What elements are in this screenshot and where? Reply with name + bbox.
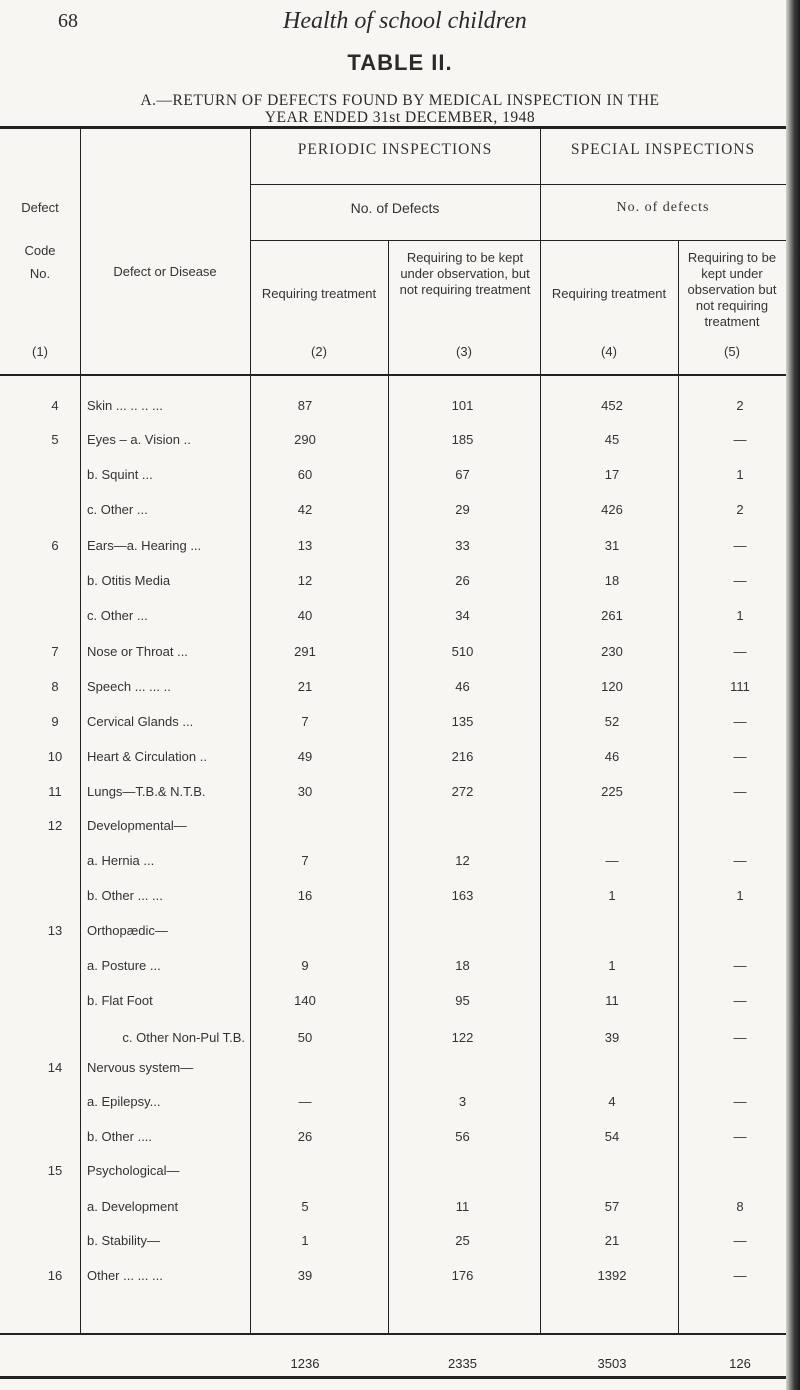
header-no-defects-special: No. of defects	[616, 200, 710, 215]
table-subtitle-line1: A.—RETURN OF DEFECTS FOUND BY MEDICAL INSPECTION IN THE	[140, 92, 660, 109]
page-number: 68	[58, 10, 78, 32]
table-row	[0, 1163, 800, 1187]
special-treatment-cell: 426	[601, 502, 623, 517]
defect-name-cell: Lungs—T.B.& N.T.B.	[87, 784, 206, 799]
periodic-treatment-cell: 16	[297, 888, 313, 903]
special-observation-cell: —	[733, 1233, 747, 1248]
periodic-treatment-cell: 7	[301, 714, 309, 729]
special-treatment-cell: 4	[608, 1094, 616, 1109]
special-treatment-cell: 52	[604, 714, 620, 729]
special-treatment-cell: —	[605, 853, 619, 868]
defect-name-cell: Eyes – a. Vision ..	[87, 432, 191, 447]
table-row	[0, 679, 800, 703]
table-row	[0, 1233, 800, 1257]
periodic-observation-cell: 122	[451, 1030, 474, 1045]
special-observation-cell: —	[733, 644, 747, 659]
header-defect-label: Defect	[21, 200, 59, 215]
special-treatment-cell: 120	[601, 679, 623, 694]
periodic-treatment-cell: 42	[297, 502, 313, 517]
table-row	[0, 818, 800, 842]
header-col1: Defect or Disease	[113, 264, 217, 279]
defect-name-cell: Ears—a. Hearing ...	[87, 538, 202, 553]
defect-name-cell: Nervous system—	[87, 1060, 194, 1075]
table-row	[0, 1030, 800, 1054]
defect-code-cell: 12	[47, 818, 63, 833]
header-special: SPECIAL INSPECTIONS	[570, 141, 756, 158]
defect-code-cell: 14	[47, 1060, 63, 1075]
periodic-treatment-cell: 290	[294, 432, 316, 447]
periodic-observation-cell: 11	[455, 1199, 470, 1214]
special-treatment-cell: 1	[608, 888, 616, 903]
header-num-1: (1)	[32, 344, 48, 359]
defect-name-cell: a. Hernia ...	[87, 853, 155, 868]
periodic-observation-cell: 185	[451, 432, 474, 447]
table-row	[0, 958, 800, 982]
table-row	[0, 432, 800, 456]
defect-name-cell: Nose or Throat ...	[87, 644, 188, 659]
table-row	[0, 467, 800, 491]
special-observation-cell: 1	[736, 608, 744, 623]
special-observation-cell: 2	[736, 398, 744, 413]
table-row	[0, 538, 800, 562]
special-observation-cell: —	[733, 1129, 747, 1144]
defect-code-cell: 7	[51, 644, 59, 659]
header-rule-2	[250, 240, 786, 241]
periodic-observation-cell: 33	[455, 538, 470, 553]
table-row	[0, 749, 800, 773]
defect-name-cell: c. Other Non-Pul T.B.	[122, 1030, 245, 1045]
periodic-observation-cell: 46	[455, 679, 470, 694]
special-treatment-cell: 31	[604, 538, 620, 553]
defect-code-cell: 8	[51, 679, 59, 694]
table-row	[0, 502, 800, 526]
defect-code-cell: 4	[51, 398, 59, 413]
table-top-rule	[0, 126, 786, 129]
periodic-treatment-cell: 21	[297, 679, 313, 694]
periodic-treatment-cell: 30	[297, 784, 313, 799]
header-col2: Requiring treatment	[261, 286, 377, 301]
defect-name-cell: Heart & Circulation ..	[87, 749, 207, 764]
special-treatment-cell: 11	[605, 993, 619, 1008]
defect-code-cell: 9	[51, 714, 59, 729]
special-observation-cell: —	[733, 714, 747, 729]
table-row	[0, 1094, 800, 1118]
special-observation-cell: —	[733, 1268, 747, 1283]
table-title: TABLE II.	[347, 50, 453, 75]
special-treatment-cell: 54	[604, 1129, 620, 1144]
header-rule-1	[250, 184, 786, 185]
special-observation-cell: —	[733, 432, 747, 447]
periodic-observation-cell: 56	[455, 1129, 470, 1144]
body-bottom-rule	[0, 1333, 786, 1335]
defect-name-cell: b. Stability—	[87, 1233, 160, 1248]
periodic-treatment-cell: 140	[294, 993, 316, 1008]
running-title: Health of school children	[283, 8, 527, 34]
special-observation-cell: 1	[736, 467, 744, 482]
table-row	[0, 888, 800, 912]
periodic-observation-cell: 34	[455, 608, 470, 623]
special-treatment-cell: 1	[608, 958, 616, 973]
header-code-label: Code	[24, 243, 56, 258]
defect-name-cell: b. Other ... ...	[87, 888, 163, 903]
table-row	[0, 644, 800, 668]
special-observation-cell: —	[733, 993, 747, 1008]
special-observation-cell: 2	[736, 502, 744, 517]
periodic-observation-cell: 272	[451, 784, 474, 799]
header-periodic: PERIODIC INSPECTIONS	[297, 141, 493, 158]
periodic-treatment-cell: 5	[301, 1199, 309, 1214]
defect-name-cell: a. Epilepsy...	[87, 1094, 161, 1109]
total-col2: 1236	[290, 1356, 320, 1371]
special-treatment-cell: 18	[604, 573, 620, 588]
header-num-2: (2)	[311, 344, 327, 359]
defect-code-cell: 6	[51, 538, 59, 553]
table-row	[0, 398, 800, 422]
defect-code-cell: 13	[47, 923, 63, 938]
header-col3: Requiring to be kept under observation, but not requiring treatment	[399, 250, 531, 297]
defect-name-cell: Cervical Glands ...	[87, 714, 194, 729]
defect-code-cell: 10	[47, 749, 63, 764]
defect-name-cell: Other ... ... ...	[87, 1268, 163, 1283]
special-observation-cell: —	[733, 573, 747, 588]
periodic-treatment-cell: 39	[297, 1268, 313, 1283]
defect-code-cell: 16	[47, 1268, 63, 1283]
periodic-treatment-cell: 1	[301, 1233, 309, 1248]
header-col5: Requiring to be kept under observation but not requiring treatment	[687, 250, 777, 329]
periodic-observation-cell: 3	[458, 1094, 467, 1109]
defect-code-cell: 11	[48, 784, 62, 799]
periodic-observation-cell: 176	[451, 1268, 474, 1283]
header-no-defects-periodic: No. of Defects	[350, 200, 440, 216]
special-observation-cell: —	[733, 1094, 747, 1109]
periodic-observation-cell: 101	[451, 398, 474, 413]
periodic-treatment-cell: 50	[297, 1030, 313, 1045]
table-row	[0, 923, 800, 947]
periodic-treatment-cell: 87	[297, 398, 313, 413]
periodic-treatment-cell: —	[298, 1094, 312, 1109]
table-row	[0, 714, 800, 738]
periodic-observation-cell: 95	[455, 993, 470, 1008]
periodic-treatment-cell: 60	[297, 467, 313, 482]
defect-name-cell: b. Other ....	[87, 1129, 153, 1144]
table-row	[0, 784, 800, 808]
defect-name-cell: b. Squint ...	[87, 467, 153, 482]
table-row	[0, 1129, 800, 1153]
table-row	[0, 1199, 800, 1223]
special-treatment-cell: 17	[604, 467, 620, 482]
special-observation-cell: 1	[736, 888, 744, 903]
defect-name-cell: b. Otitis Media	[87, 573, 171, 588]
periodic-treatment-cell: 13	[297, 538, 313, 553]
special-treatment-cell: 39	[604, 1030, 620, 1045]
special-observation-cell: —	[733, 1030, 747, 1045]
header-num-4: (4)	[601, 344, 617, 359]
table-row	[0, 1268, 800, 1292]
table-row	[0, 1060, 800, 1084]
periodic-observation-cell: 163	[451, 888, 474, 903]
total-col5: 126	[729, 1356, 751, 1371]
special-treatment-cell: 57	[604, 1199, 620, 1214]
special-observation-cell: 8	[736, 1199, 744, 1214]
defect-name-cell: a. Development	[87, 1199, 179, 1214]
periodic-treatment-cell: 9	[301, 958, 309, 973]
defect-name-cell: c. Other ...	[87, 608, 148, 623]
header-bottom-rule	[0, 374, 786, 376]
total-col4: 3503	[597, 1356, 627, 1371]
periodic-treatment-cell: 40	[297, 608, 313, 623]
periodic-observation-cell: 67	[455, 467, 470, 482]
defect-name-cell: Orthopædic—	[87, 923, 168, 938]
special-observation-cell: —	[733, 749, 747, 764]
table-bottom-rule	[0, 1376, 786, 1379]
special-treatment-cell: 46	[604, 749, 620, 764]
periodic-observation-cell: 135	[451, 714, 474, 729]
special-observation-cell: —	[733, 958, 747, 973]
special-treatment-cell: 225	[601, 784, 623, 799]
periodic-observation-cell: 25	[455, 1233, 470, 1248]
periodic-treatment-cell: 7	[301, 853, 309, 868]
periodic-treatment-cell: 49	[297, 749, 313, 764]
special-treatment-cell: 1392	[597, 1268, 627, 1283]
table-row	[0, 573, 800, 597]
periodic-observation-cell: 216	[451, 749, 474, 764]
special-treatment-cell: 230	[601, 644, 623, 659]
special-observation-cell: —	[733, 784, 747, 799]
special-treatment-cell: 45	[604, 432, 620, 447]
periodic-observation-cell: 510	[451, 644, 474, 659]
defect-code-cell: 15	[47, 1163, 63, 1178]
periodic-treatment-cell: 12	[297, 573, 313, 588]
defect-name-cell: c. Other ...	[87, 502, 148, 517]
defect-name-cell: Psychological—	[87, 1163, 180, 1178]
header-num-5: (5)	[724, 344, 740, 359]
special-observation-cell: —	[733, 853, 747, 868]
defect-code-cell: 5	[51, 432, 59, 447]
table-row	[0, 853, 800, 877]
periodic-observation-cell: 12	[455, 853, 470, 868]
periodic-treatment-cell: 26	[297, 1129, 313, 1144]
special-observation-cell: 111	[730, 679, 750, 694]
table-subtitle-line2: YEAR ENDED 31st DECEMBER, 1948	[264, 109, 536, 126]
table-row	[0, 993, 800, 1017]
periodic-observation-cell: 26	[455, 573, 470, 588]
special-observation-cell: —	[733, 538, 747, 553]
defect-name-cell: Speech ... ... ..	[87, 679, 171, 694]
total-col3: 2335	[448, 1356, 477, 1371]
special-treatment-cell: 21	[604, 1233, 620, 1248]
header-num-3: (3)	[456, 344, 472, 359]
defect-name-cell: Skin ... .. .. ...	[87, 398, 163, 413]
special-treatment-cell: 261	[601, 608, 623, 623]
defect-name-cell: b. Flat Foot	[87, 993, 153, 1008]
table-row	[0, 608, 800, 632]
defect-name-cell: a. Posture ...	[87, 958, 161, 973]
special-treatment-cell: 452	[601, 398, 623, 413]
periodic-treatment-cell: 291	[294, 644, 316, 659]
periodic-observation-cell: 18	[455, 958, 470, 973]
periodic-observation-cell: 29	[455, 502, 470, 517]
header-no-label: No.	[29, 266, 51, 281]
header-col4: Requiring treatment	[551, 286, 667, 301]
defect-name-cell: Developmental—	[87, 818, 187, 833]
